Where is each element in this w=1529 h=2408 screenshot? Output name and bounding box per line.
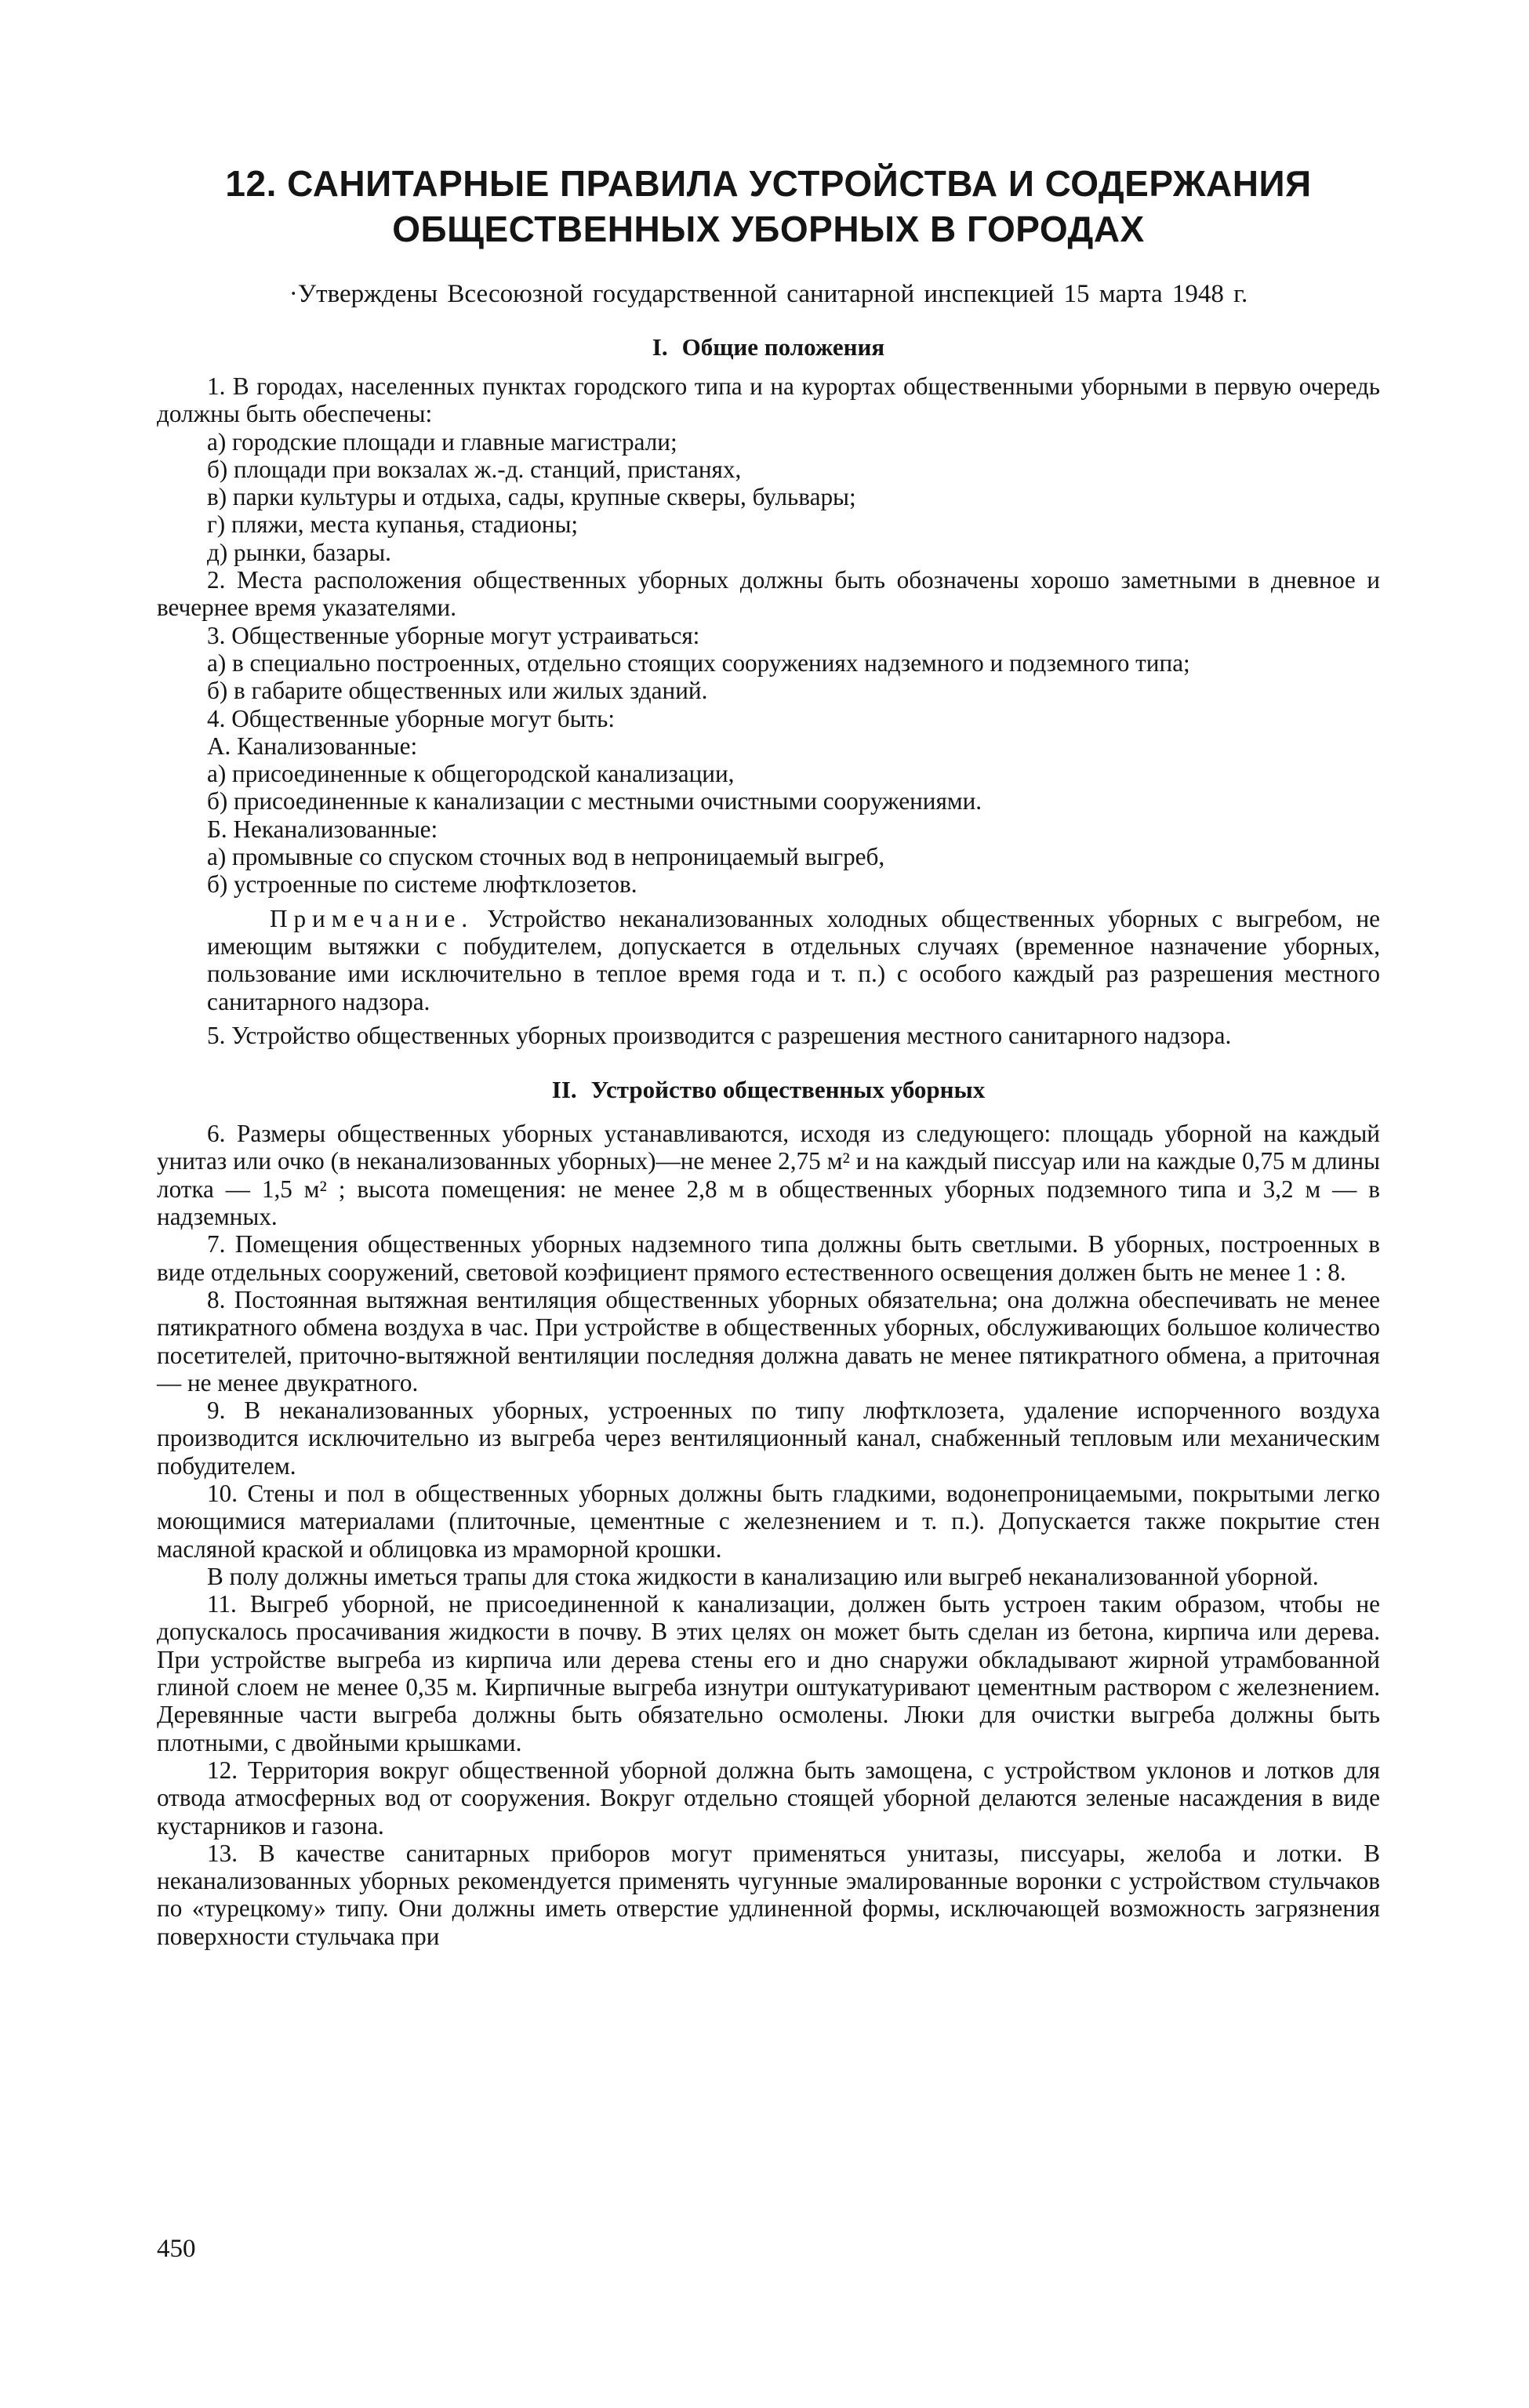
section-1-heading	[157, 332, 1380, 363]
list-item: г) пляжи, места купанья, стадионы;	[207, 510, 579, 539]
paragraph-11: 11. Выгреб уборной, не присоединенной к канализации, должен быть устроен таким образом, чтобы не допускалось просачивания жидкости в почву. В этих целях он может быть сделан из бетона, кирпича или дерева. При устройстве выгреба из кирпича или дерева стены его и дно снаружи обкладывают жирной утрамбованной глиной слоем не менее 0,35 м. Кирпичные выгреба изнутри оштукатуривают цементным раствором с железнением. Деревянные части выгреба должны быть обязательно осмолены. Люки для очистки выгреба должны быть плотными, с двойными крышками.	[157, 1590, 1380, 1756]
list-item: А. Канализованные:	[207, 732, 418, 760]
list-item: Б. Неканализованные:	[207, 815, 438, 843]
list-item: б) присоединенные к канализации с местными очистными сооружениями.	[207, 787, 982, 815]
page-number: 450	[157, 2235, 196, 2263]
list-item: а) промывные со спуском сточных вод в непроницаемый выгреб,	[207, 843, 885, 871]
list-item: в) парки культуры и отдыха, сады, крупные скверы, бульвары;	[207, 483, 856, 511]
title-line-1: 12. САНИТАРНЫЕ ПРАВИЛА УСТРОЙСТВА И СОДЕРЖАНИЯ	[225, 163, 1312, 204]
paragraph-4: 4. Общественные уборные могут быть:	[207, 704, 616, 732]
list-item: д) рынки, базары.	[207, 538, 391, 566]
paragraph-5: 5. Устройство общественных уборных производится с разрешения местного санитарного надзора.	[207, 1021, 1232, 1049]
paragraph-10-continuation: В полу должны иметься трапы для стока жидкости в канализацию или выгреб неканализованной уборной.	[207, 1562, 1319, 1590]
paragraph-13: 13. В качестве санитарных приборов могут применяться унитазы, писсуары, желоба и лотки. В неканализованных уборных рекомендуется применять чугунные эмалированные воронки с устройством стульчаков по «турецкому» типу. Они должны иметь отверстие удлиненной формы, исключающей возможность загрязнения поверхности стульчака при	[157, 1839, 1380, 1950]
paragraph-1: 1. В городах, населенных пунктах городского типа и на курортах общественными уборными в первую очередь должны быть обеспечены:	[157, 372, 1380, 428]
paragraph-6: 6. Размеры общественных уборных устанавливаются, исходя из следующего: площадь уборной на каждый унитаз или очко (в неканализованных уборных)—не менее 2,75 м² и на каждый писсуар или на каждые 0,75 м длины лотка — 1,5 м² ; высота помещения: не менее 2,8 м в общественных уборных подземного типа и 3,2 м — в надземных.	[157, 1120, 1380, 1231]
section-1-title: Общие положения	[681, 333, 885, 361]
document-title	[157, 161, 1380, 252]
paragraph-7: 7. Помещения общественных уборных надземного типа должны быть светлыми. В уборных, построенных в виде отдельных сооружений, световой коэфициент прямого естественного освещения должен быть не менее 1 : 8.	[157, 1230, 1380, 1286]
paragraph-3: 3. Общественные уборные могут устраиваться:	[207, 621, 700, 649]
list-item: а) городские площади и главные магистрали;	[207, 427, 677, 456]
paragraph-12: 12. Территория вокруг общественной уборной должна быть замощена, с устройством уклонов и лотков для отвода атмосферных вод от сооружения. Вокруг отдельно стоящей уборной делаются зеленые насаждения в виде кустарников и газона.	[157, 1756, 1380, 1840]
section-2-title: Устройство общественных уборных	[590, 1076, 986, 1104]
list-item: б) в габарите общественных или жилых зданий.	[207, 677, 708, 705]
paragraph-2: 2. Места расположения общественных уборных должны быть обозначены хорошо заметными в дневное и вечернее время указателями.	[157, 566, 1380, 622]
paragraph-8: 8. Постоянная вытяжная вентиляция общественных уборных обязательна; она должна обеспечивать не менее пятикратного обмена воздуха в час. При устройстве в общественных уборных, обслуживающих большое количество посетителей, приточно-вытяжной вентиляции последняя должна давать не менее пятикратного обмена, а приточная — не менее двукратного.	[157, 1285, 1380, 1396]
list-item: а) присоединенные к общегородской канализации,	[207, 760, 735, 788]
title-line-2: ОБЩЕСТВЕННЫХ УБОРНЫХ В ГОРОДАХ	[392, 209, 1145, 249]
document-page	[157, 161, 1380, 1950]
section-1-number: I.	[652, 333, 668, 361]
list-item: б) устроенные по системе люфтклозетов.	[207, 870, 637, 899]
note-text: Устройство неканализованных холодных общественных уборных с выгребом, не имеющим вытяжки с побудителем, допускается в отдельных случаях (временное назначение уборных, пользование ими исключительно в теплое время года и т. п.) с особого каждый раз разрешения местного санитарного надзора.	[207, 904, 1381, 1015]
section-2-number: II.	[551, 1076, 577, 1104]
section-2-heading	[157, 1074, 1380, 1106]
approval-line: ·Утверждены Всесоюзной государственной санитарной инспекцией 15 марта 1948 г.	[289, 280, 1248, 308]
paragraph-9: 9. В неканализованных уборных, устроенных по типу люфтклозета, удаление испорченного воздуха производится исключительно из выгреба через вентиляционный канал, снабженный тепловым или механическим побудителем.	[157, 1396, 1380, 1480]
note-label: Примечание.	[270, 904, 474, 932]
paragraph-10: 10. Стены и пол в общественных уборных должны быть гладкими, водонепроницаемыми, покрытыми легко моющимися материалами (плиточные, цементные с железнением и т. п.). Допускается также покрытие стен масляной краской и облицовка из мраморной крошки.	[157, 1479, 1380, 1563]
note-paragraph	[207, 905, 1380, 1015]
list-item: б) площади при вокзалах ж.-д. станций, пристанях,	[207, 455, 742, 483]
list-item: а) в специально построенных, отдельно стоящих сооружениях надземного и подземного типа;	[207, 648, 1190, 677]
